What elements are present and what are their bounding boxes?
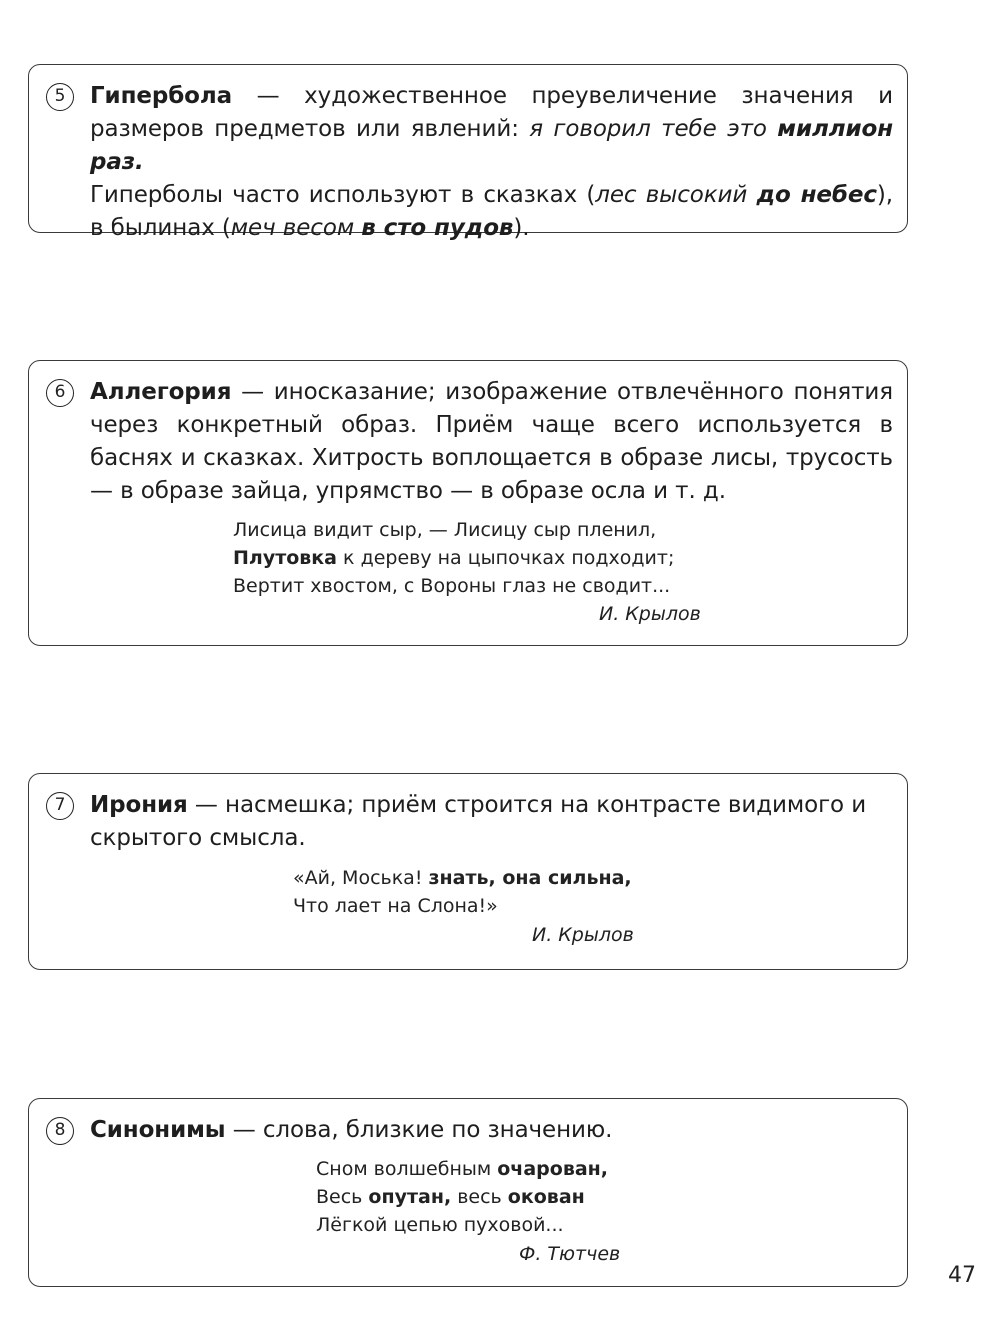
term: Аллегория [90,379,232,405]
term: Синонимы [90,1117,226,1143]
page-number: 47 [948,1263,976,1288]
poem [233,516,674,600]
item-number: 5 [46,83,74,111]
poem-line: Вертит хвостом, с Вороны глаз не сводит... [233,575,671,597]
item-number: 8 [46,1117,74,1145]
term: Ирония [90,792,188,818]
poem [316,1155,608,1239]
author: Ф. Тютчев [519,1243,621,1265]
quote-line: «Ай, Моська! знать, она сильна, [293,867,632,889]
definition-text: Гипербола — художественное преувеличение значения и размеров предметов или явлений: я говорил тебе это миллион раз. Гиперболы часто используют в сказках (лес высокий до небес), в былинах (меч весом в сто пудов). [90,83,893,241]
poem-line: Лисица видит сыр, — Лисицу сыр пленил, [233,519,657,541]
card-synonyms [28,1098,908,1287]
definition-text: Синонимы — слова, близкие по значению. [90,1117,613,1143]
item-number: 7 [46,792,74,820]
poem-line: Весь опутан, весь окован [316,1186,585,1208]
card-hyperbole [28,64,908,241]
poem-line: Лёгкой цепью пуховой... [316,1214,564,1236]
poem-line: Сном волшебным очарован, [316,1158,609,1180]
definition-text: Ирония — насмешка; приём строится на контрасте видимого и скрытого смысла. [90,792,867,851]
quote [293,864,632,920]
card-allegory [28,360,908,646]
item-number: 6 [46,379,74,407]
quote-line: Что лает на Слона!» [293,895,498,917]
term: Гипербола [90,83,233,109]
author: И. Крылов [599,603,701,625]
definition-text: Аллегория — иносказание; изображение отвлечённого понятия через конкретный образ. Приём чаще всего используется в баснях и сказках. Хитрость воплощается в образе лисы, трусость — в образе зайца, упрямство — в образе осла и т. д. [90,379,893,504]
poem-line: Плутовка к дереву на цыпочках подходит; [233,547,675,569]
card-irony [28,773,908,970]
author: И. Крылов [532,924,634,946]
